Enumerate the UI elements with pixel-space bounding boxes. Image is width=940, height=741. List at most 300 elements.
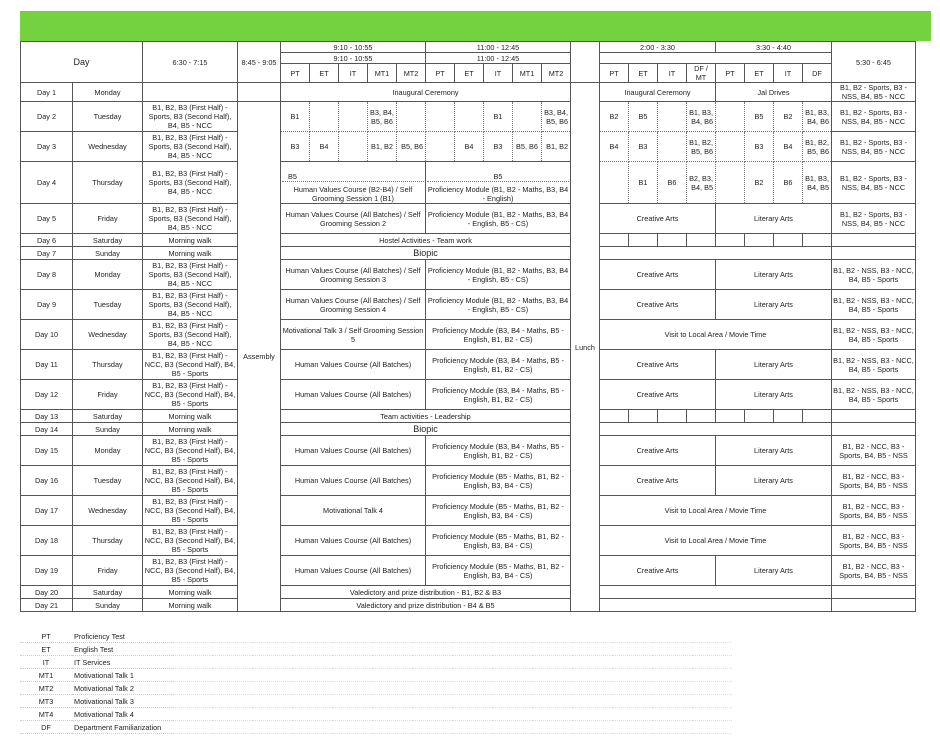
literary-arts: Literary Arts — [716, 466, 832, 496]
early-activity: B1, B2, B3 (First Half) - Sports, B3 (Second Half), B4, B5 - NCC — [143, 102, 238, 132]
empty-cell — [532, 695, 572, 708]
day-number: Day 20 — [21, 586, 73, 599]
empty-cell — [492, 708, 532, 721]
empty-cell — [372, 656, 412, 669]
subheader-a2: IT — [774, 64, 803, 83]
empty-cell — [832, 410, 916, 423]
empty-cell — [252, 721, 292, 734]
empty-cell — [572, 721, 612, 734]
empty-cell — [412, 695, 452, 708]
batch-cell: B5 — [745, 102, 774, 132]
creative-arts: Creative Arts — [600, 350, 716, 380]
weekday: Thursday — [73, 162, 143, 204]
empty-cell — [532, 656, 572, 669]
empty-cell — [652, 643, 692, 656]
biopic: Biopic — [281, 423, 571, 436]
day-number: Day 4 — [21, 162, 73, 204]
empty-cell — [532, 721, 572, 734]
weekday: Friday — [73, 556, 143, 586]
empty-cell — [172, 682, 212, 695]
morning-session: Human Values Course (All Batches) — [281, 556, 426, 586]
literary-arts: Literary Arts — [716, 204, 832, 234]
local-visit: Visit to Local Area / Movie Time — [600, 320, 832, 350]
empty-cell — [292, 682, 332, 695]
inaugural-ceremony: Inaugural Ceremony — [281, 83, 571, 102]
empty-cell — [212, 721, 252, 734]
empty-cell — [652, 695, 692, 708]
weekday: Monday — [73, 260, 143, 290]
day-number: Day 15 — [21, 436, 73, 466]
proficiency-module: Proficiency Module (B3, B4 - Maths, B5 - English, B1, B2 - CS) — [426, 380, 571, 410]
empty-cell — [452, 656, 492, 669]
empty-cell — [332, 721, 372, 734]
empty-cell — [172, 721, 212, 734]
subheader-a2: ET — [745, 64, 774, 83]
header-evening-slot: 5:30 - 6:45 — [832, 42, 916, 83]
morning-walk: Morning walk — [143, 586, 238, 599]
weekday: Wednesday — [73, 132, 143, 162]
day-number: Day 14 — [21, 423, 73, 436]
empty-cell — [692, 695, 732, 708]
morning-session: Human Values Course (All Batches) — [281, 436, 426, 466]
batch-cell: B5 — [629, 102, 658, 132]
empty-cell — [774, 234, 803, 247]
empty-cell — [172, 708, 212, 721]
empty-cell — [658, 132, 687, 162]
weekday: Monday — [73, 436, 143, 466]
empty-cell — [310, 102, 339, 132]
subheader-m2: MT1 — [513, 64, 542, 83]
batch-cell: B3, B4, B5, B6 — [368, 102, 397, 132]
empty-cell — [212, 643, 252, 656]
empty-cell — [412, 656, 452, 669]
valedictory: Valedictory and prize distribution - B1, B2 & B3 — [281, 586, 571, 599]
empty-cell — [692, 643, 732, 656]
empty-cell — [803, 234, 832, 247]
empty-cell — [532, 643, 572, 656]
empty-cell — [658, 234, 687, 247]
subheader-m1: PT — [281, 64, 310, 83]
weekday: Thursday — [73, 526, 143, 556]
header-assembly-slot: 8:45 - 9:05 — [238, 42, 281, 83]
batch-cell: B4 — [774, 132, 803, 162]
empty-cell — [492, 656, 532, 669]
empty-cell — [492, 669, 532, 682]
legend-key: ET — [20, 643, 72, 656]
empty-cell — [832, 599, 916, 612]
empty-cell — [716, 234, 745, 247]
empty-cell — [412, 643, 452, 656]
morning-walk: Morning walk — [143, 234, 238, 247]
batch-cell: B6 — [774, 162, 803, 204]
early-activity: B1, B2, B3 (First Half) - NCC, B3 (Second Half), B4, B5 - Sports — [143, 526, 238, 556]
weekday: Saturday — [73, 234, 143, 247]
weekday: Sunday — [73, 247, 143, 260]
empty-cell — [687, 410, 716, 423]
empty-cell — [692, 708, 732, 721]
subheader-m2: MT2 — [542, 64, 571, 83]
proficiency-module: Proficiency Module (B5 - Maths, B1, B2 - English, B3, B4 - CS) — [426, 496, 571, 526]
assembly-cell: Assembly — [238, 102, 281, 612]
empty-cell — [397, 102, 426, 132]
empty-cell — [452, 669, 492, 682]
empty-cell — [692, 721, 732, 734]
empty-cell — [600, 586, 832, 599]
header-banner — [20, 11, 931, 41]
empty-cell — [212, 708, 252, 721]
morning-session: Human Values Course (All Batches) / Self Grooming Session 4 — [281, 290, 426, 320]
empty-cell — [292, 695, 332, 708]
empty-cell — [600, 162, 629, 204]
empty-cell — [252, 695, 292, 708]
morning-walk: Morning walk — [143, 599, 238, 612]
evening-activity: B1, B2 - NCC, B3 - Sports, B4, B5 - NSS — [832, 556, 916, 586]
empty-cell — [658, 410, 687, 423]
weekday: Saturday — [73, 586, 143, 599]
weekday: Saturday — [73, 410, 143, 423]
subheader-a1: IT — [658, 64, 687, 83]
weekday: Friday — [73, 380, 143, 410]
empty-cell — [572, 643, 612, 656]
empty-cell — [600, 247, 832, 260]
empty-cell — [292, 721, 332, 734]
proficiency-module: Proficiency Module (B5 - Maths, B1, B2 - English, B3, B4 - CS) — [426, 466, 571, 496]
empty-cell — [652, 682, 692, 695]
day-number: Day 13 — [21, 410, 73, 423]
evening-activity: B1, B2 - NCC, B3 - Sports, B4, B5 - NSS — [832, 496, 916, 526]
batch-cell: B1, B3, B4, B6 — [687, 102, 716, 132]
empty-cell — [212, 695, 252, 708]
evening-activity: B1, B2 - NCC, B3 - Sports, B4, B5 - NSS — [832, 466, 916, 496]
empty-cell — [629, 234, 658, 247]
empty-cell — [716, 132, 745, 162]
empty-cell — [745, 410, 774, 423]
proficiency-module: Proficiency Module (B3, B4 - Maths, B5 - English, B1, B2 - CS) — [426, 436, 571, 466]
empty-cell — [426, 132, 455, 162]
empty-cell — [492, 643, 532, 656]
batch-cell: B4 — [600, 132, 629, 162]
proficiency-module: Proficiency Module (B1, B2 - Maths, B3, B4 - English, B5 - CS) — [426, 204, 571, 234]
empty-cell — [372, 643, 412, 656]
evening-activity: B1, B2 - Sports, B3 - NSS, B4, B5 - NCC — [832, 132, 916, 162]
batch-cell: B1, B3, B4, B6 — [803, 102, 832, 132]
empty-cell — [612, 630, 652, 643]
header-morning-2-sub: 11:00 - 12:45 — [426, 53, 571, 64]
empty-cell — [658, 102, 687, 132]
legend-key: DF — [20, 721, 72, 734]
legend-value: Department Familiarization — [72, 721, 172, 734]
batch-cell: B2 — [600, 102, 629, 132]
empty-cell — [832, 423, 916, 436]
evening-activity: B1, B2 - NSS, B3 - NCC, B4, B5 - Sports — [832, 290, 916, 320]
empty-cell — [572, 630, 612, 643]
empty-cell — [532, 669, 572, 682]
morning-session: Human Values Course (All Batches) — [281, 526, 426, 556]
legend-value: Motivational Talk 4 — [72, 708, 172, 721]
empty-cell — [600, 423, 832, 436]
early-activity: B1, B2, B3 (First Half) - Sports, B3 (Second Half), B4, B5 - NCC — [143, 320, 238, 350]
empty-cell — [372, 630, 412, 643]
proficiency-module: Proficiency Module (B1, B2 - Maths, B3, B4 - English, B5 - CS) — [426, 260, 571, 290]
empty-cell — [143, 83, 238, 102]
header-afternoon-2: 3:30 - 4:40 — [716, 42, 832, 53]
header-morning-1-sub: 9:10 - 10:55 — [281, 53, 426, 64]
empty-cell — [716, 162, 745, 204]
weekday: Monday — [73, 83, 143, 102]
literary-arts: Literary Arts — [716, 436, 832, 466]
subheader-m2: PT — [426, 64, 455, 83]
local-visit: Visit to Local Area / Movie Time — [600, 526, 832, 556]
weekday: Tuesday — [73, 102, 143, 132]
empty-cell — [492, 695, 532, 708]
subheader-m2: IT — [484, 64, 513, 83]
empty-cell — [252, 669, 292, 682]
evening-activity: B1, B2 - NCC, B3 - Sports, B4, B5 - NSS — [832, 436, 916, 466]
batch-cell: B3 — [484, 132, 513, 162]
creative-arts: Creative Arts — [600, 466, 716, 496]
empty-cell — [172, 695, 212, 708]
batch-cell: B3, B4, B5, B6 — [542, 102, 571, 132]
empty-cell — [452, 643, 492, 656]
empty-cell — [452, 630, 492, 643]
empty-cell — [212, 656, 252, 669]
literary-arts: Literary Arts — [716, 380, 832, 410]
weekday: Tuesday — [73, 290, 143, 320]
empty-cell — [652, 656, 692, 669]
creative-arts: Creative Arts — [600, 260, 716, 290]
empty-cell — [252, 643, 292, 656]
empty-cell — [572, 669, 612, 682]
empty-cell — [492, 682, 532, 695]
batch-cell: B5, B6 — [397, 132, 426, 162]
legend-value: Motivational Talk 1 — [72, 669, 172, 682]
empty-cell — [629, 410, 658, 423]
empty-cell — [339, 132, 368, 162]
empty-cell — [332, 695, 372, 708]
subheader-m1: MT1 — [368, 64, 397, 83]
day-number: Day 7 — [21, 247, 73, 260]
empty-cell — [332, 643, 372, 656]
morning-session: Human Values Course (All Batches) — [281, 466, 426, 496]
header-morning-1: 9:10 - 10:55 — [281, 42, 426, 53]
empty-cell — [492, 721, 532, 734]
empty-cell — [774, 410, 803, 423]
day-number: Day 10 — [21, 320, 73, 350]
evening-activity: B1, B2 - Sports, B3 - NSS, B4, B5 - NCC — [832, 102, 916, 132]
empty-cell — [372, 695, 412, 708]
creative-arts: Creative Arts — [600, 204, 716, 234]
valedictory: Valedictory and prize distribution - B4 & B5 — [281, 599, 571, 612]
empty-cell — [372, 669, 412, 682]
empty-cell — [412, 721, 452, 734]
empty-cell — [832, 234, 916, 247]
day-number: Day 2 — [21, 102, 73, 132]
empty-cell — [172, 669, 212, 682]
empty-cell — [612, 708, 652, 721]
empty-cell — [492, 630, 532, 643]
day-number: Day 19 — [21, 556, 73, 586]
empty-cell — [212, 630, 252, 643]
local-visit: Visit to Local Area / Movie Time — [600, 496, 832, 526]
legend-value: Motivational Talk 2 — [72, 682, 172, 695]
evening-activity: B1, B2 - NCC, B3 - Sports, B4, B5 - NSS — [832, 526, 916, 556]
early-activity: B1, B2, B3 (First Half) - NCC, B3 (Second Half), B4, B5 - Sports — [143, 350, 238, 380]
morning-session: Motivational Talk 4 — [281, 496, 426, 526]
batch-cell: B6 — [658, 162, 687, 204]
day-number: Day 11 — [21, 350, 73, 380]
early-activity: B1, B2, B3 (First Half) - NCC, B3 (Second Half), B4, B5 - Sports — [143, 466, 238, 496]
batch-cell: B4 — [455, 132, 484, 162]
empty-cell — [292, 656, 332, 669]
empty-cell — [339, 102, 368, 132]
evening-activity: B1, B2 - Sports, B3 - NSS, B4, B5 - NCC — [832, 204, 916, 234]
jal-drives: Jal Drives — [716, 83, 832, 102]
early-activity: B1, B2, B3 (First Half) - NCC, B3 (Second Half), B4, B5 - Sports — [143, 556, 238, 586]
literary-arts: Literary Arts — [716, 290, 832, 320]
early-activity: B1, B2, B3 (First Half) - Sports, B3 (Second Half), B4, B5 - NCC — [143, 132, 238, 162]
empty-cell — [532, 708, 572, 721]
morning-walk: Morning walk — [143, 423, 238, 436]
empty-cell — [532, 682, 572, 695]
morning-session: Human Values Course (All Batches) — [281, 350, 426, 380]
empty-cell — [212, 682, 252, 695]
creative-arts: Creative Arts — [600, 380, 716, 410]
weekday: Wednesday — [73, 320, 143, 350]
early-activity: B1, B2, B3 (First Half) - NCC, B3 (Second Half), B4, B5 - Sports — [143, 380, 238, 410]
early-activity: B1, B2, B3 (First Half) - Sports, B3 (Second Half), B4, B5 - NCC — [143, 204, 238, 234]
morning-session: Human Values Course (All Batches) — [281, 380, 426, 410]
legend-value: Proficiency Test — [72, 630, 172, 643]
empty-cell — [172, 656, 212, 669]
early-activity: B1, B2, B3 (First Half) - Sports, B3 (Second Half), B4, B5 - NCC — [143, 162, 238, 204]
subheader-m2: ET — [455, 64, 484, 83]
batch-cell: B1 — [484, 102, 513, 132]
evening-activity: B1, B2 - Sports, B3 - NSS, B4, B5 - NCC — [832, 162, 916, 204]
empty-cell — [426, 102, 455, 132]
empty-cell — [652, 721, 692, 734]
inaugural-afternoon: Inaugural Ceremony — [600, 83, 716, 102]
batch-cell: B1, B2, B5, B6 — [803, 132, 832, 162]
evening-activity: B1, B2 - NSS, B3 - NCC, B4, B5 - Sports — [832, 320, 916, 350]
day-number: Day 12 — [21, 380, 73, 410]
literary-arts: Literary Arts — [716, 350, 832, 380]
morning-session: B5 Human Values Course (B2-B4) / Self Grooming Session 1 (B1) — [281, 162, 426, 204]
evening-activity: B1, B2 - NSS, B3 - NCC, B4, B5 - Sports — [832, 350, 916, 380]
empty-cell — [652, 630, 692, 643]
batch-cell: B1 — [281, 102, 310, 132]
subheader-m1: MT2 — [397, 64, 426, 83]
biopic: Biopic — [281, 247, 571, 260]
empty-cell — [292, 630, 332, 643]
lunch-cell: Lunch — [571, 83, 600, 612]
empty-cell — [832, 586, 916, 599]
empty-cell — [292, 669, 332, 682]
weekday: Sunday — [73, 423, 143, 436]
morning-session: Human Values Course (All Batches) / Self Grooming Session 2 — [281, 204, 426, 234]
weekday: Tuesday — [73, 466, 143, 496]
morning-walk: Morning walk — [143, 410, 238, 423]
empty-cell — [412, 669, 452, 682]
empty-cell — [372, 708, 412, 721]
batch-cell: B1, B3, B4, B5 — [803, 162, 832, 204]
day-number: Day 18 — [21, 526, 73, 556]
batch-cell: B3 — [745, 132, 774, 162]
morning-session: Motivational Talk 3 / Self Grooming Session 5 — [281, 320, 426, 350]
legend-key: PT — [20, 630, 72, 643]
empty-cell — [612, 721, 652, 734]
empty-cell — [332, 669, 372, 682]
literary-arts: Literary Arts — [716, 260, 832, 290]
proficiency-module: Proficiency Module (B5 - Maths, B1, B2 - English, B3, B4 - CS) — [426, 526, 571, 556]
empty-cell — [252, 708, 292, 721]
empty-cell — [612, 656, 652, 669]
team-leadership: Team activities - Leadership — [281, 410, 571, 423]
empty-cell — [612, 669, 652, 682]
empty-cell — [612, 643, 652, 656]
batch-cell: B3 — [629, 132, 658, 162]
creative-arts: Creative Arts — [600, 436, 716, 466]
empty-cell — [372, 721, 412, 734]
empty-cell — [455, 102, 484, 132]
empty-cell — [252, 630, 292, 643]
batch-cell: B4 — [310, 132, 339, 162]
legend-value: English Test — [72, 643, 172, 656]
batch-cell: B2 — [774, 102, 803, 132]
header-early-slot: 6:30 - 7:15 — [143, 42, 238, 83]
day-number: Day 17 — [21, 496, 73, 526]
creative-arts: Creative Arts — [600, 290, 716, 320]
batch-cell: B5, B6 — [513, 132, 542, 162]
early-activity: B1, B2, B3 (First Half) - Sports, B3 (Second Half), B4, B5 - NCC — [143, 260, 238, 290]
early-activity: B1, B2, B3 (First Half) - NCC, B3 (Second Half), B4, B5 - Sports — [143, 496, 238, 526]
morning-session: Human Values Course (All Batches) / Self Grooming Session 3 — [281, 260, 426, 290]
empty-cell — [452, 708, 492, 721]
legend-value: IT Services — [72, 656, 172, 669]
weekday: Friday — [73, 204, 143, 234]
day-number: Day 8 — [21, 260, 73, 290]
empty-cell — [572, 708, 612, 721]
early-activity: B1, B2, B3 (First Half) - Sports, B3 (Second Half), B4, B5 - NCC — [143, 290, 238, 320]
empty-cell — [212, 669, 252, 682]
empty-cell — [572, 656, 612, 669]
batch-cell: B3 — [281, 132, 310, 162]
empty-cell — [832, 247, 916, 260]
empty-cell — [452, 721, 492, 734]
empty-cell — [716, 410, 745, 423]
batch-cell: B1, B2, B5, B6 — [687, 132, 716, 162]
evening-activity: B1, B2 - NSS, B3 - NCC, B4, B5 - Sports — [832, 260, 916, 290]
batch-cell: B5 — [282, 172, 424, 182]
batch-cell: B1, B2 — [542, 132, 571, 162]
morning-walk: Morning walk — [143, 247, 238, 260]
batch-cell: B2, B3, B4, B5 — [687, 162, 716, 204]
day-number: Day 16 — [21, 466, 73, 496]
empty-cell — [692, 630, 732, 643]
empty-cell — [692, 682, 732, 695]
batch-cell: B5 — [427, 172, 569, 182]
batch-cell: B1 — [629, 162, 658, 204]
proficiency-module: Proficiency Module (B5 - Maths, B1, B2 - English, B3, B4 - CS) — [426, 556, 571, 586]
literary-arts: Literary Arts — [716, 556, 832, 586]
empty-cell — [716, 102, 745, 132]
empty-cell — [572, 682, 612, 695]
empty-cell — [652, 708, 692, 721]
header-day: Day — [21, 42, 143, 83]
empty-cell — [687, 234, 716, 247]
header-morning-2: 11:00 - 12:45 — [426, 42, 571, 53]
empty-cell — [172, 643, 212, 656]
empty-cell — [513, 102, 542, 132]
